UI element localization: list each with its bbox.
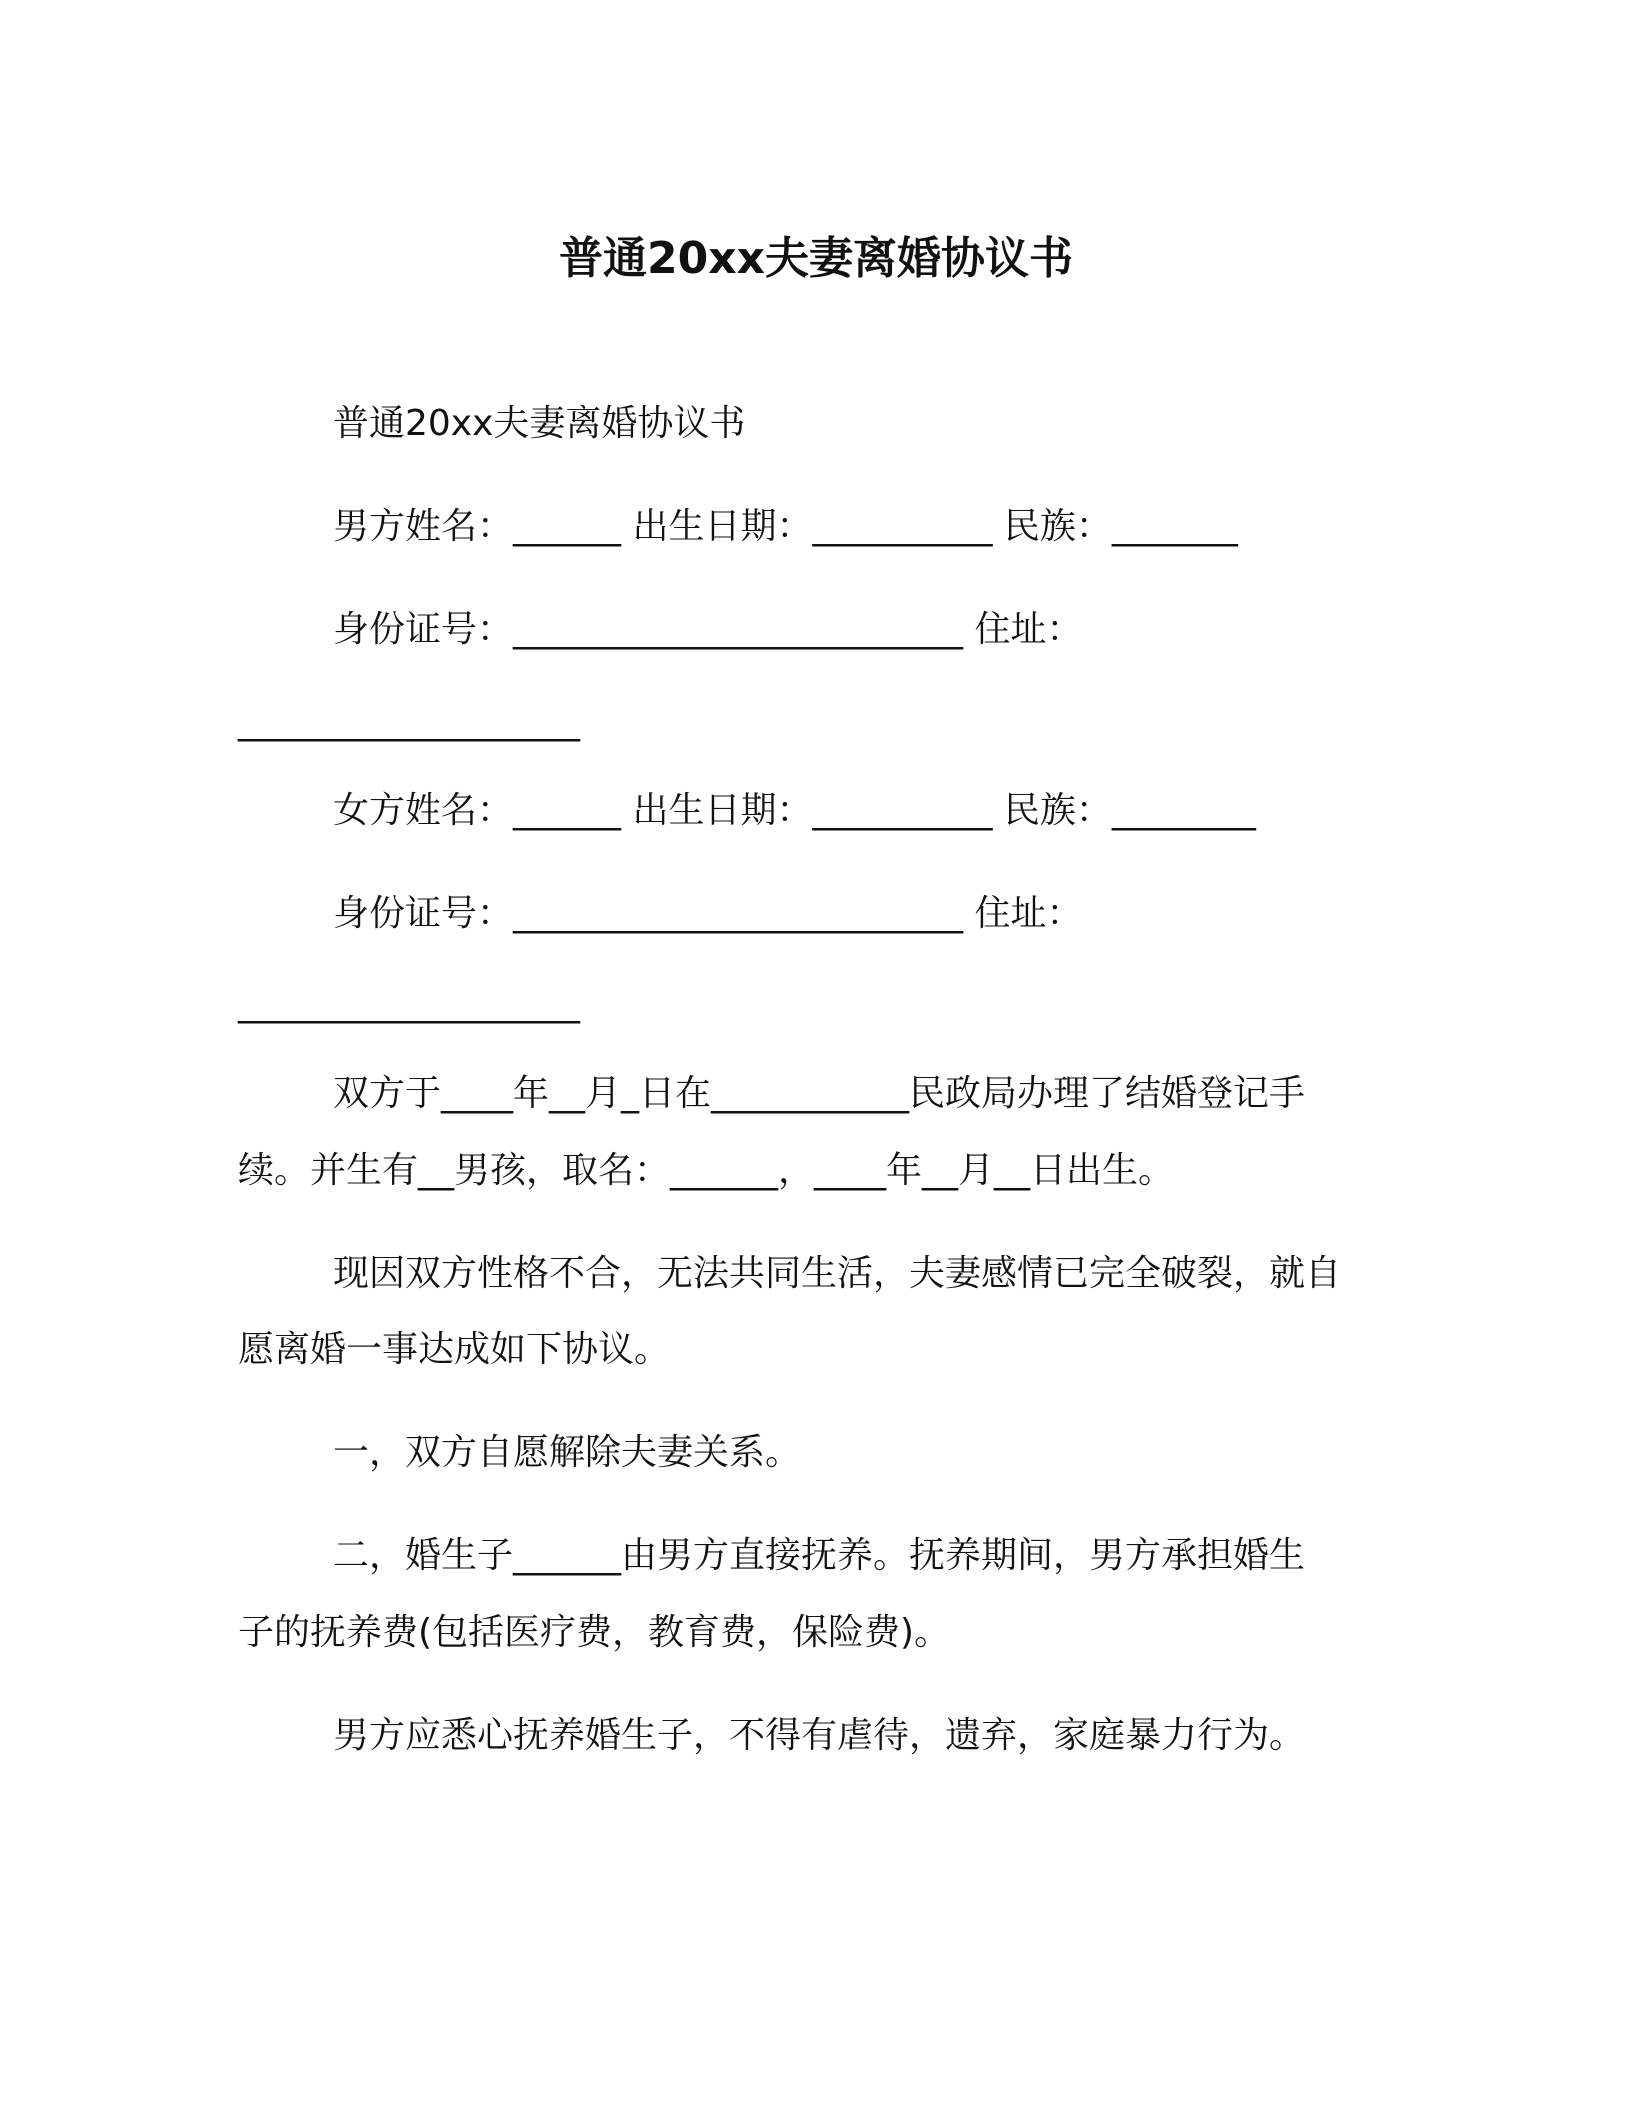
clause-one: 一，双方自愿解除夫妻关系。 [333,1432,802,1473]
document-title: 普通20xx夫妻离婚协议书 [559,233,1073,284]
wife-info-line: 女方姓名：______ 出生日期：__________ 民族：________ [333,790,1256,831]
marriage-paragraph-line-2: 续。并生有__男孩，取名：______，____年__月__日出生。 [238,1150,1175,1191]
wife-id-line: 身份证号：_________________________ 住址： [333,893,1083,934]
clause-two-line-2: 子的抚养费(包括医疗费，教育费，保险费)。 [238,1612,951,1653]
reason-paragraph-line-1: 现因双方性格不合，无法共同生活，夫妻感情已完全破裂，就自 [333,1253,1342,1294]
subtitle-line: 普通20xx夫妻离婚协议书 [333,403,746,444]
husband-id-line: 身份证号：_________________________ 住址： [333,609,1083,650]
wife-address-line: ___________________ [238,983,580,1024]
husband-address-line: ___________________ [238,701,580,742]
marriage-paragraph-line-1: 双方于____年__月_日在___________民政局办理了结婚登记手 [333,1073,1306,1114]
husband-info-line: 男方姓名：______ 出生日期：__________ 民族：_______ [333,506,1238,547]
clause-two-note: 男方应悉心抚养婚生子，不得有虐待，遗弃，家庭暴力行为。 [333,1715,1306,1756]
clause-two-line-1: 二，婚生子______由男方直接抚养。抚养期间，男方承担婚生 [333,1535,1306,1576]
reason-paragraph-line-2: 愿离婚一事达成如下协议。 [238,1329,671,1370]
